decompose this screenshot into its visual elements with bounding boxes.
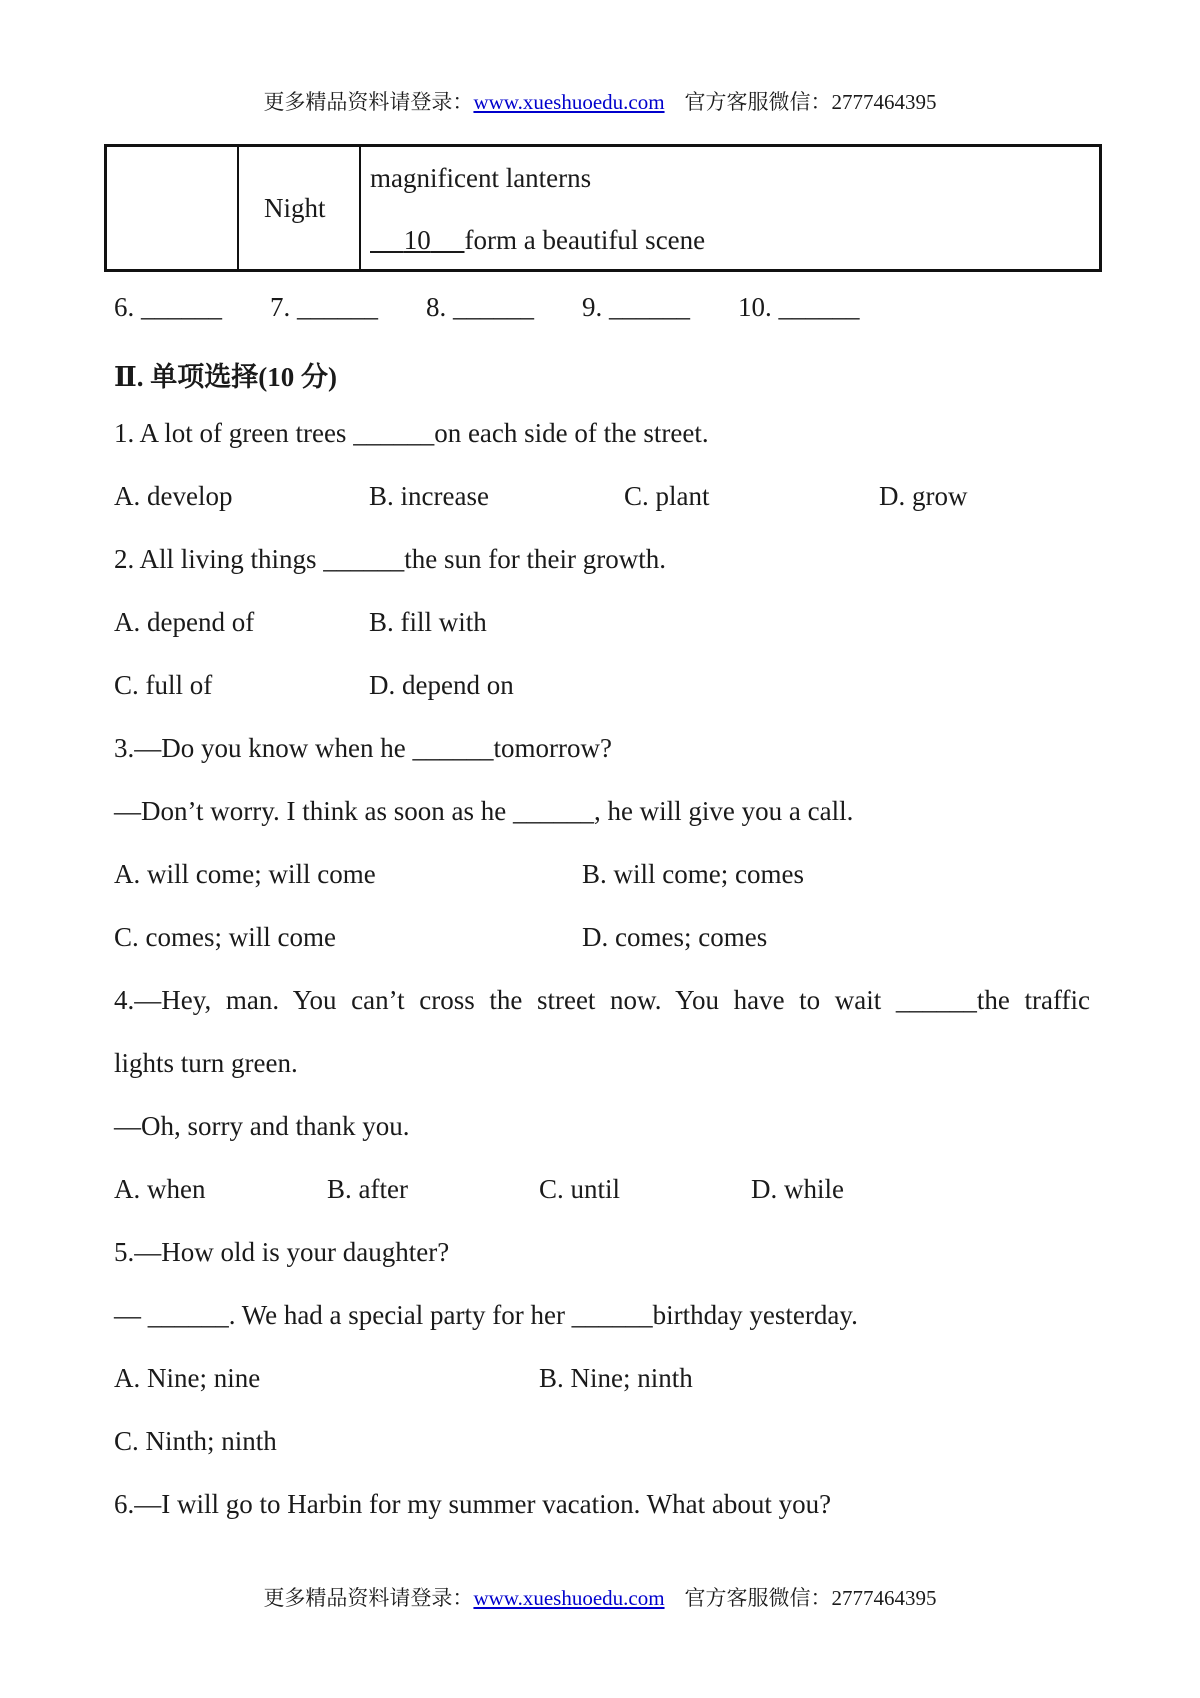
table-detail-line1: magnificent lanterns <box>370 163 592 193</box>
q1-option-a[interactable]: A. develop <box>114 481 233 511</box>
answer-blank-7[interactable]: 7. ______ <box>270 292 378 322</box>
question-4-stem-line2: lights turn green. <box>114 1048 298 1078</box>
answer-blank-8[interactable]: 8. ______ <box>426 292 534 322</box>
header-site-link[interactable]: www.xueshuoedu.com <box>473 90 665 114</box>
q3-option-a[interactable]: A. will come; will come <box>114 859 376 889</box>
answer-blank-10[interactable]: 10. ______ <box>738 292 860 322</box>
table-detail-line2: 10 form a beautiful scene <box>370 225 705 256</box>
q5-option-b[interactable]: B. Nine; ninth <box>539 1363 693 1393</box>
header-prefix: 更多精品资料请登录： <box>263 90 474 114</box>
answer-blank-6[interactable]: 6. ______ <box>114 292 222 322</box>
header-contact: 官方客服微信：2777464395 <box>684 90 937 114</box>
q4-option-b[interactable]: B. after <box>327 1174 408 1204</box>
q5-option-a[interactable]: A. Nine; nine <box>114 1363 261 1393</box>
footer-contact: 官方客服微信：2777464395 <box>684 1586 937 1610</box>
q4-option-c[interactable]: C. until <box>539 1174 621 1204</box>
question-6-stem: 6.—I will go to Harbin for my summer vacation. What about you? <box>114 1489 832 1519</box>
question-2-stem: 2. All living things ______the sun for their growth. <box>114 544 666 574</box>
table-time-cell: Night <box>264 193 326 223</box>
question-1-stem: 1. A lot of green trees ______on each side of the street. <box>114 418 709 448</box>
question-3-stem: 3.—Do you know when he ______tomorrow? <box>114 733 612 763</box>
q2-option-a[interactable]: A. depend of <box>114 607 255 637</box>
footer-site-link[interactable]: www.xueshuoedu.com <box>473 1586 665 1610</box>
table-divider <box>237 147 239 269</box>
q3-option-c[interactable]: C. comes; will come <box>114 922 336 952</box>
q3-option-d[interactable]: D. comes; comes <box>582 922 768 952</box>
page-footer <box>0 1582 1200 1612</box>
q4-option-d[interactable]: D. while <box>751 1174 844 1204</box>
page-header <box>0 86 1200 116</box>
q3-option-b[interactable]: B. will come; comes <box>582 859 804 889</box>
q2-option-d[interactable]: D. depend on <box>369 670 514 700</box>
table-divider <box>359 147 361 269</box>
footer-prefix: 更多精品资料请登录： <box>263 1586 474 1610</box>
q5-option-c[interactable]: C. Ninth; ninth <box>114 1426 277 1456</box>
answer-blank-9[interactable]: 9. ______ <box>582 292 690 322</box>
q2-option-b[interactable]: B. fill with <box>369 607 487 637</box>
q1-option-d[interactable]: D. grow <box>879 481 968 511</box>
question-4-stem-line1: 4.—Hey, man. You can’t cross the street now. You have to wait ______the traffic <box>114 985 1090 1015</box>
q1-option-b[interactable]: B. increase <box>369 481 489 511</box>
q4-option-a[interactable]: A. when <box>114 1174 206 1204</box>
question-4-reply: —Oh, sorry and thank you. <box>114 1111 410 1141</box>
section-title: Ⅱ. 单项选择(10 分) <box>114 362 337 392</box>
q2-option-c[interactable]: C. full of <box>114 670 213 700</box>
info-table <box>104 144 1102 272</box>
question-3-reply: —Don’t worry. I think as soon as he ______, he will give you a call. <box>114 796 854 826</box>
blank-10[interactable]: 10 <box>403 225 431 255</box>
q1-option-c[interactable]: C. plant <box>624 481 710 511</box>
question-5-stem: 5.—How old is your daughter? <box>114 1237 450 1267</box>
question-5-reply: — ______. We had a special party for her ______birthday yesterday. <box>114 1300 858 1330</box>
